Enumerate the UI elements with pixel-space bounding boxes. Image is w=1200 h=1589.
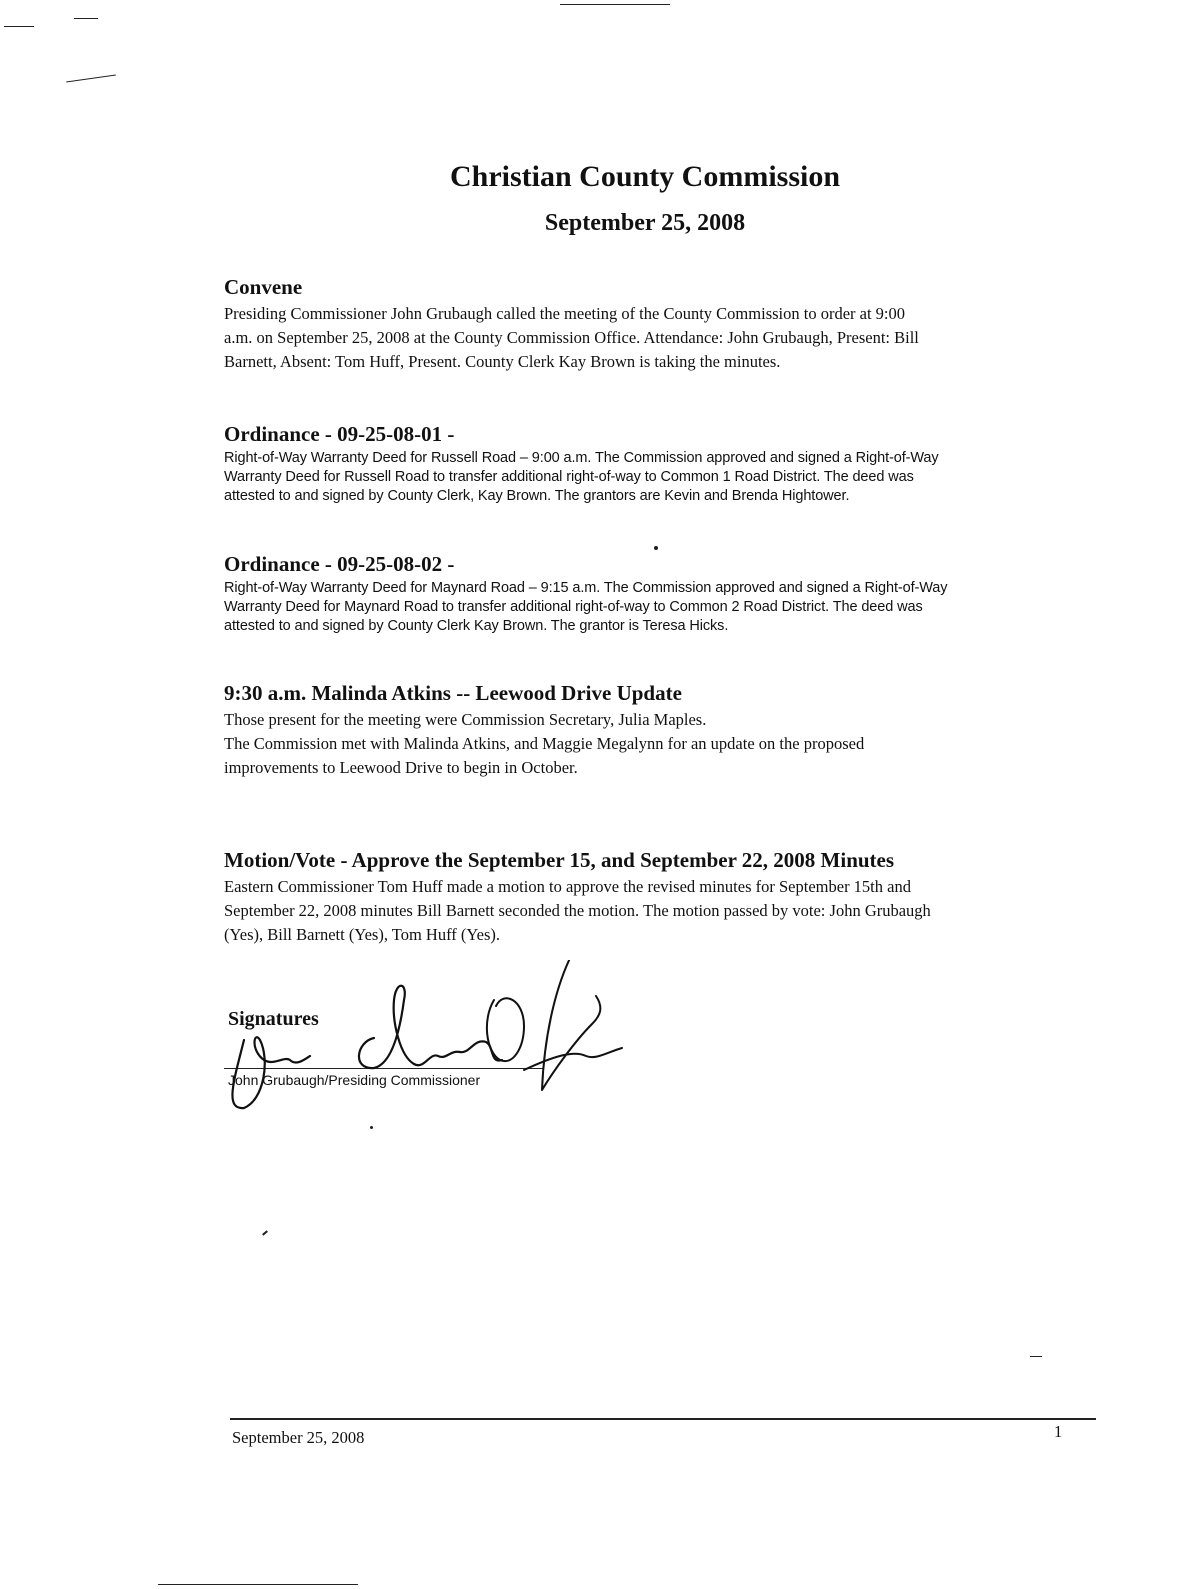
scan-artifact bbox=[4, 26, 34, 27]
section-heading: Ordinance - 09-25-08-01 - bbox=[224, 422, 455, 446]
section-heading: Ordinance - 09-25-08-02 - bbox=[224, 552, 455, 576]
footer-date: September 25, 2008 bbox=[232, 1428, 365, 1447]
paragraph-line: improvements to Leewood Drive to begin in October. bbox=[224, 758, 578, 777]
paragraph-line: attested to and signed by County Clerk, Kay Brown. The grantors are Kevin and Brenda Hightower. bbox=[224, 488, 850, 504]
section-ordinance-2 bbox=[224, 551, 1094, 636]
scan-artifact bbox=[74, 18, 98, 19]
scan-artifact bbox=[66, 75, 116, 83]
paragraph-line: Eastern Commissioner Tom Huff made a motion to approve the revised minutes for September 15th and bbox=[224, 877, 911, 896]
section-heading: Motion/Vote - Approve the September 15, and September 22, 2008 Minutes bbox=[224, 848, 895, 872]
paragraph-line: attested to and signed by County Clerk Kay Brown. The grantor is Teresa Hicks. bbox=[224, 618, 729, 634]
section-ordinance-1 bbox=[224, 421, 1094, 506]
paragraph-line: (Yes), Bill Barnett (Yes), Tom Huff (Yes). bbox=[224, 925, 501, 944]
section-leewood-update bbox=[224, 680, 1094, 780]
paragraph-line: Warranty Deed for Russell Road to transfer additional right-of-way to Common 1 Road District. The deed was bbox=[224, 469, 914, 485]
scan-artifact bbox=[654, 546, 658, 550]
paragraph-line: Barnett, Absent: Tom Huff, Present. County Clerk Kay Brown is taking the minutes. bbox=[224, 352, 781, 371]
signer-name: John Grubaugh/Presiding Commissioner bbox=[228, 1072, 481, 1088]
footer-rule bbox=[230, 1418, 1096, 1420]
scan-artifact bbox=[158, 1584, 358, 1585]
paragraph-line: Warranty Deed for Maynard Road to transfer additional right-of-way to Common 2 Road District. The deed was bbox=[224, 599, 923, 615]
paragraph-line: Presiding Commissioner John Grubaugh called the meeting of the County Commission to order at 9:00 bbox=[224, 304, 906, 323]
page-number: 1 bbox=[1054, 1422, 1063, 1441]
document-date: September 25, 2008 bbox=[544, 210, 746, 236]
scan-artifact bbox=[1030, 1356, 1042, 1357]
signatures-label: Signatures bbox=[228, 1008, 319, 1030]
scan-artifact bbox=[560, 4, 670, 5]
section-heading: Convene bbox=[224, 275, 303, 299]
scan-artifact bbox=[370, 1126, 373, 1129]
paragraph-line: The Commission met with Malinda Atkins, and Maggie Megalynn for an update on the proposed bbox=[224, 734, 865, 753]
scan-artifact bbox=[262, 1230, 268, 1235]
handwritten-signature bbox=[224, 960, 644, 1120]
signature-block bbox=[224, 960, 644, 1120]
paragraph-line: September 22, 2008 minutes Bill Barnett seconded the motion. The motion passed by vote: John Grubaugh bbox=[224, 901, 931, 920]
paragraph-line: a.m. on September 25, 2008 at the County Commission Office. Attendance: John Grubaugh, Present: Bill bbox=[224, 328, 919, 347]
section-heading: 9:30 a.m. Malinda Atkins -- Leewood Drive Update bbox=[224, 681, 682, 705]
document-title: Christian County Commission bbox=[449, 160, 841, 193]
section-motion-vote bbox=[224, 847, 1094, 947]
paragraph-line: Right-of-Way Warranty Deed for Russell Road – 9:00 a.m. The Commission approved and signed a Right-of-Way bbox=[224, 450, 939, 466]
paragraph-line: Those present for the meeting were Commission Secretary, Julia Maples. bbox=[224, 710, 707, 729]
paragraph-line: Right-of-Way Warranty Deed for Maynard Road – 9:15 a.m. The Commission approved and signed a Right-of-Way bbox=[224, 580, 948, 596]
section-convene bbox=[224, 274, 1094, 374]
